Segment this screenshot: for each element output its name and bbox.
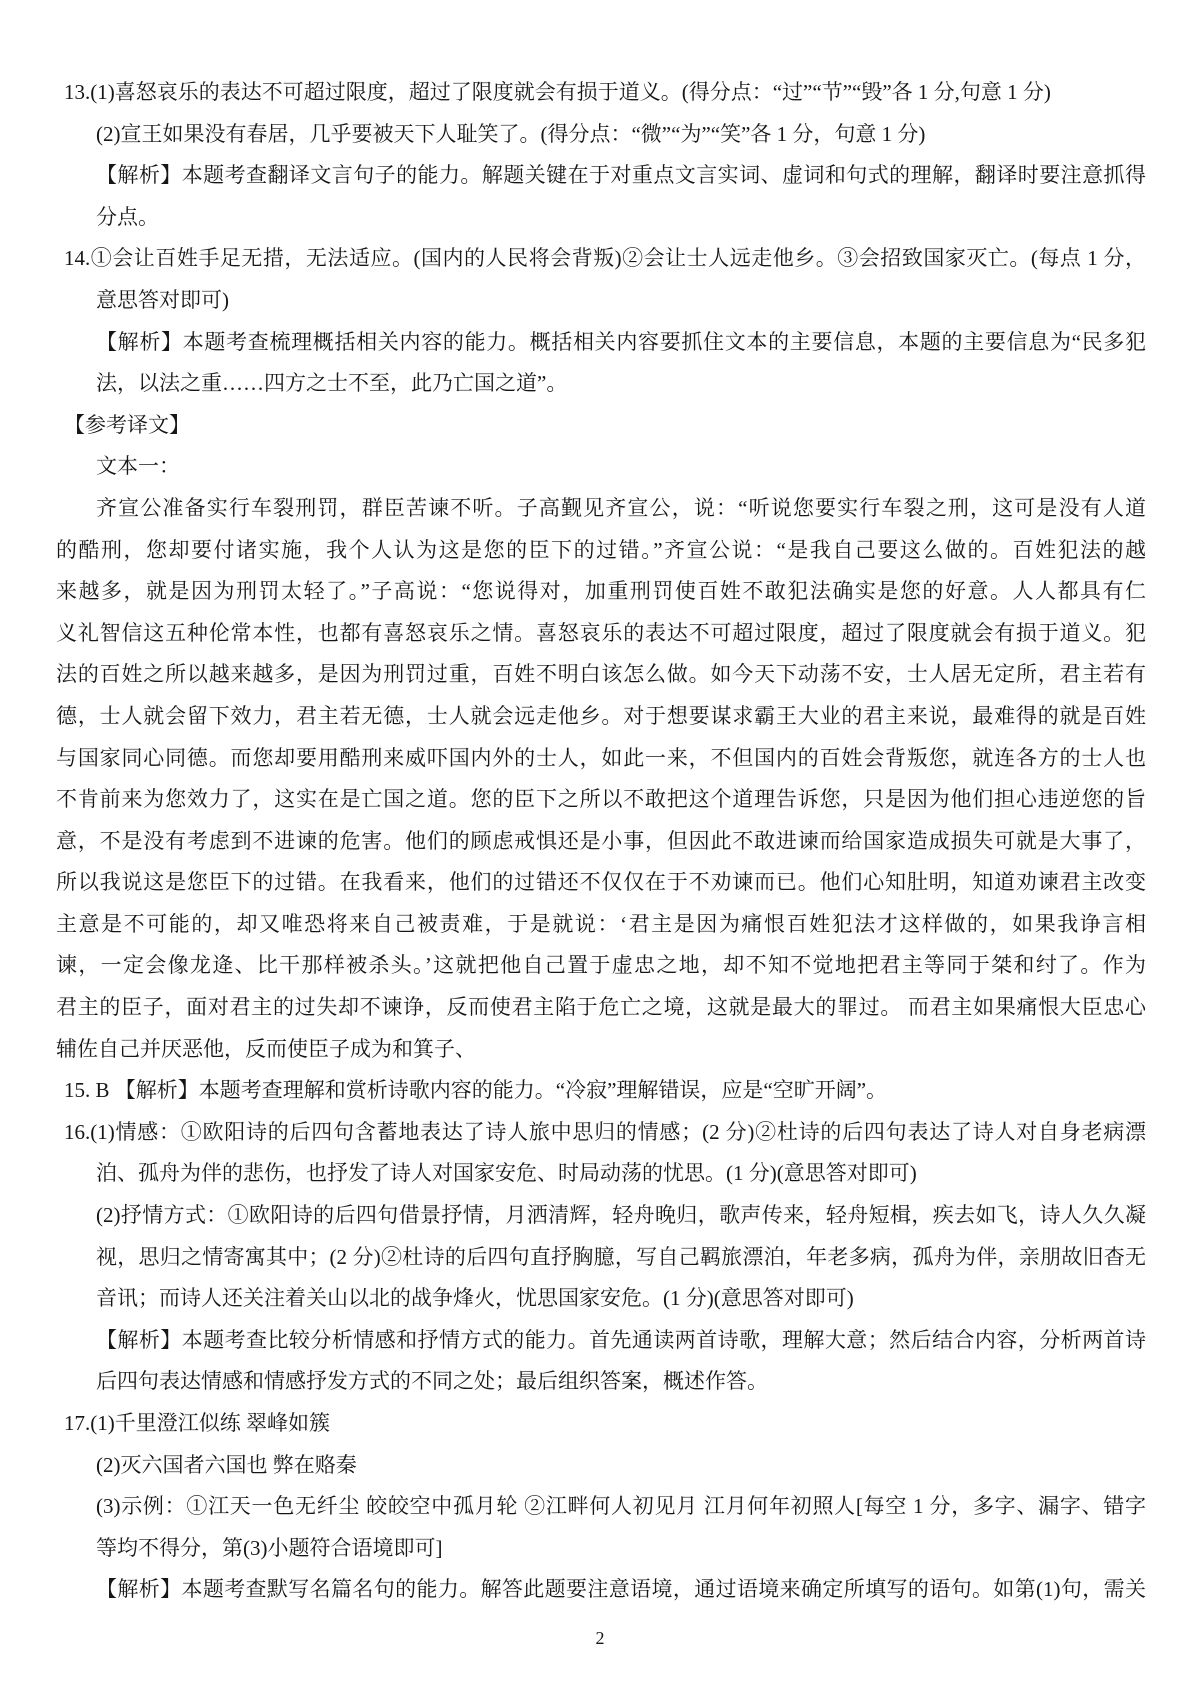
translation-line: 意，不是没有考虑到不进谏的危害。他们的顾虑戒惧还是小事，但因此不敢进谏而给国家造成损失可就是大事了， xyxy=(56,828,1146,853)
q17-part3-line: (3)示例：①江天一色无纤尘 皎皎空中孤月轮 ②江畔何人初见月 江月何年初照人[每空 1 分，多字、漏字、错字 xyxy=(96,1494,1146,1519)
q13-analysis-line: 分点。 xyxy=(96,204,159,229)
q16-part2-line: 音讯；而诗人还关注着关山以北的战争烽火，忧思国家安危。(1 分)(意思答对即可) xyxy=(96,1286,854,1311)
q16-part2-line: 视，思归之情寄寓其中；(2 分)②杜诗的后四句直抒胸臆，写自己羁旅漂泊，年老多病，孤舟为伴，亲朋故旧杳无 xyxy=(96,1244,1146,1269)
q13-analysis-line: 【解析】本题考查翻译文言句子的能力。解题关键在于对重点文言实词、虚词和句式的理解，翻译时要注意抓得 xyxy=(96,163,1146,188)
translation-line: 的酷刑，您却要付诸实施，我个人认为这是您的臣下的过错。”齐宣公说：“是我自己要这么做的。百姓犯法的越 xyxy=(56,537,1146,562)
translation-line: 所以我说这是您臣下的过错。在我看来，他们的过错还不仅仅在于不劝谏而已。他们心知肚明，知道劝谏君主改变 xyxy=(56,870,1146,895)
translation-line: 法的百姓之所以越来越多，是因为刑罚过重，百姓不明白该怎么做。如今天下动荡不安，士人居无定所，君主若有 xyxy=(56,662,1146,687)
translation-line: 与国家同心同德。而您却要用酷刑来威吓国内外的士人，如此一来，不但国内的百姓会背叛您，就连各方的士人也 xyxy=(56,745,1146,770)
q17-analysis-line: 【解析】本题考查默写名篇名句的能力。解答此题要注意语境，通过语境来确定所填写的语句。如第(1)句，需关 xyxy=(96,1577,1146,1602)
q16-part2-line: (2)抒情方式：①欧阳诗的后四句借景抒情，月洒清辉，轻舟晚归，歌声传来，轻舟短楫，疾去如飞，诗人久久凝 xyxy=(96,1203,1146,1228)
reference-translation-heading: 【参考译文】 xyxy=(64,412,190,437)
translation-line: 君主的臣子，面对君主的过失却不谏诤，反而使君主陷于危亡之境，这就是最大的罪过。 而君主如果痛恨大臣忠心 xyxy=(56,995,1146,1020)
translation-line: 德，士人就会留下效力，君主若无德，士人就会远走他乡。对于想要谋求霸王大业的君主来说，最难得的就是百姓 xyxy=(56,703,1146,728)
q13-answer-part2: (2)宣王如果没有春居，几乎要被天下人耻笑了。(得分点：“微”“为”“笑”各 1 分，句意 1 分) xyxy=(96,121,926,146)
translation-line: 主意是不可能的，却又唯恐将来自己被责难，于是就说：‘君主是因为痛恨百姓犯法才这样做的，如果我诤言相 xyxy=(56,911,1146,936)
translation-line: 谏，一定会像龙逄、比干那样被杀头。’这就把他自己置于虚忠之地，却不知不觉地把君主等同于桀和纣了。作为 xyxy=(56,953,1146,978)
translation-line: 不肯前来为您效力了，这实在是亡国之道。您的臣下之所以不敢把这个道理告诉您，只是因为他们担心违逆您的旨 xyxy=(56,787,1146,812)
q14-analysis-line: 【解析】本题考查梳理概括相关内容的能力。概括相关内容要抓住文本的主要信息，本题的主要信息为“民多犯 xyxy=(96,329,1146,354)
q14-answer-line: 意思答对即可) xyxy=(96,287,229,312)
translation-line: 义礼智信这五种伦常本性，也都有喜怒哀乐之情。喜怒哀乐的表达不可超过限度，超过了限度就会有损于道义。犯 xyxy=(56,620,1146,645)
q17-part2: (2)灭六国者六国也 弊在赂秦 xyxy=(96,1452,357,1477)
q14-answer-line: 14.①会让百姓手足无措，无法适应。(国内的人民将会背叛)②会让士人远走他乡。③会招致国家灭亡。(每点 1 分， xyxy=(64,246,1146,271)
q16-part1-line: 泊、孤舟为伴的悲伤，也抒发了诗人对国家安危、时局动荡的忧思。(1 分)(意思答对即可) xyxy=(96,1161,917,1186)
translation-line: 来越多，就是因为刑罚太轻了。”子高说：“您说得对，加重刑罚使百姓不敢犯法确实是您的好意。人人都具有仁 xyxy=(56,579,1146,604)
q16-part1-line: 16.(1)情感：①欧阳诗的后四句含蓄地表达了诗人旅中思归的情感；(2 分)②杜诗的后四句表达了诗人对自身老病漂 xyxy=(64,1119,1146,1144)
translation-line: 齐宣公准备实行车裂刑罚，群臣苦谏不听。子高觐见齐宣公，说：“听说您要实行车裂之刑，这可是没有人道 xyxy=(96,495,1146,520)
answer-key-content xyxy=(0,72,1200,1611)
translation-line: 辅佐自己并厌恶他，反而使臣子成为和箕子、 xyxy=(56,1036,476,1061)
q16-analysis-line: 【解析】本题考查比较分析情感和抒情方式的能力。首先通读两首诗歌，理解大意；然后结合内容，分析两首诗 xyxy=(96,1327,1146,1352)
q16-analysis-line: 后四句表达情感和情感抒发方式的不同之处；最后组织答案，概述作答。 xyxy=(96,1369,768,1394)
q17-part1: 17.(1)千里澄江似练 翠峰如簇 xyxy=(64,1411,330,1435)
q13-answer-part1: 13.(1)喜怒哀乐的表达不可超过限度，超过了限度就会有损于道义。(得分点：“过”“节”“毁”各 1 分,句意 1 分) xyxy=(64,80,1051,104)
q15-answer: 15. B 【解析】本题考查理解和赏析诗歌内容的能力。“冷寂”理解错误，应是“空旷开阔”。 xyxy=(64,1078,888,1103)
text-one-label: 文本一： xyxy=(96,454,180,479)
q17-part3-line: 等均不得分，第(3)小题符合语境即可] xyxy=(96,1535,443,1560)
page-number: 2 xyxy=(595,1628,605,1648)
q14-analysis-line: 法，以法之重……四方之士不至，此乃亡国之道”。 xyxy=(96,371,568,396)
